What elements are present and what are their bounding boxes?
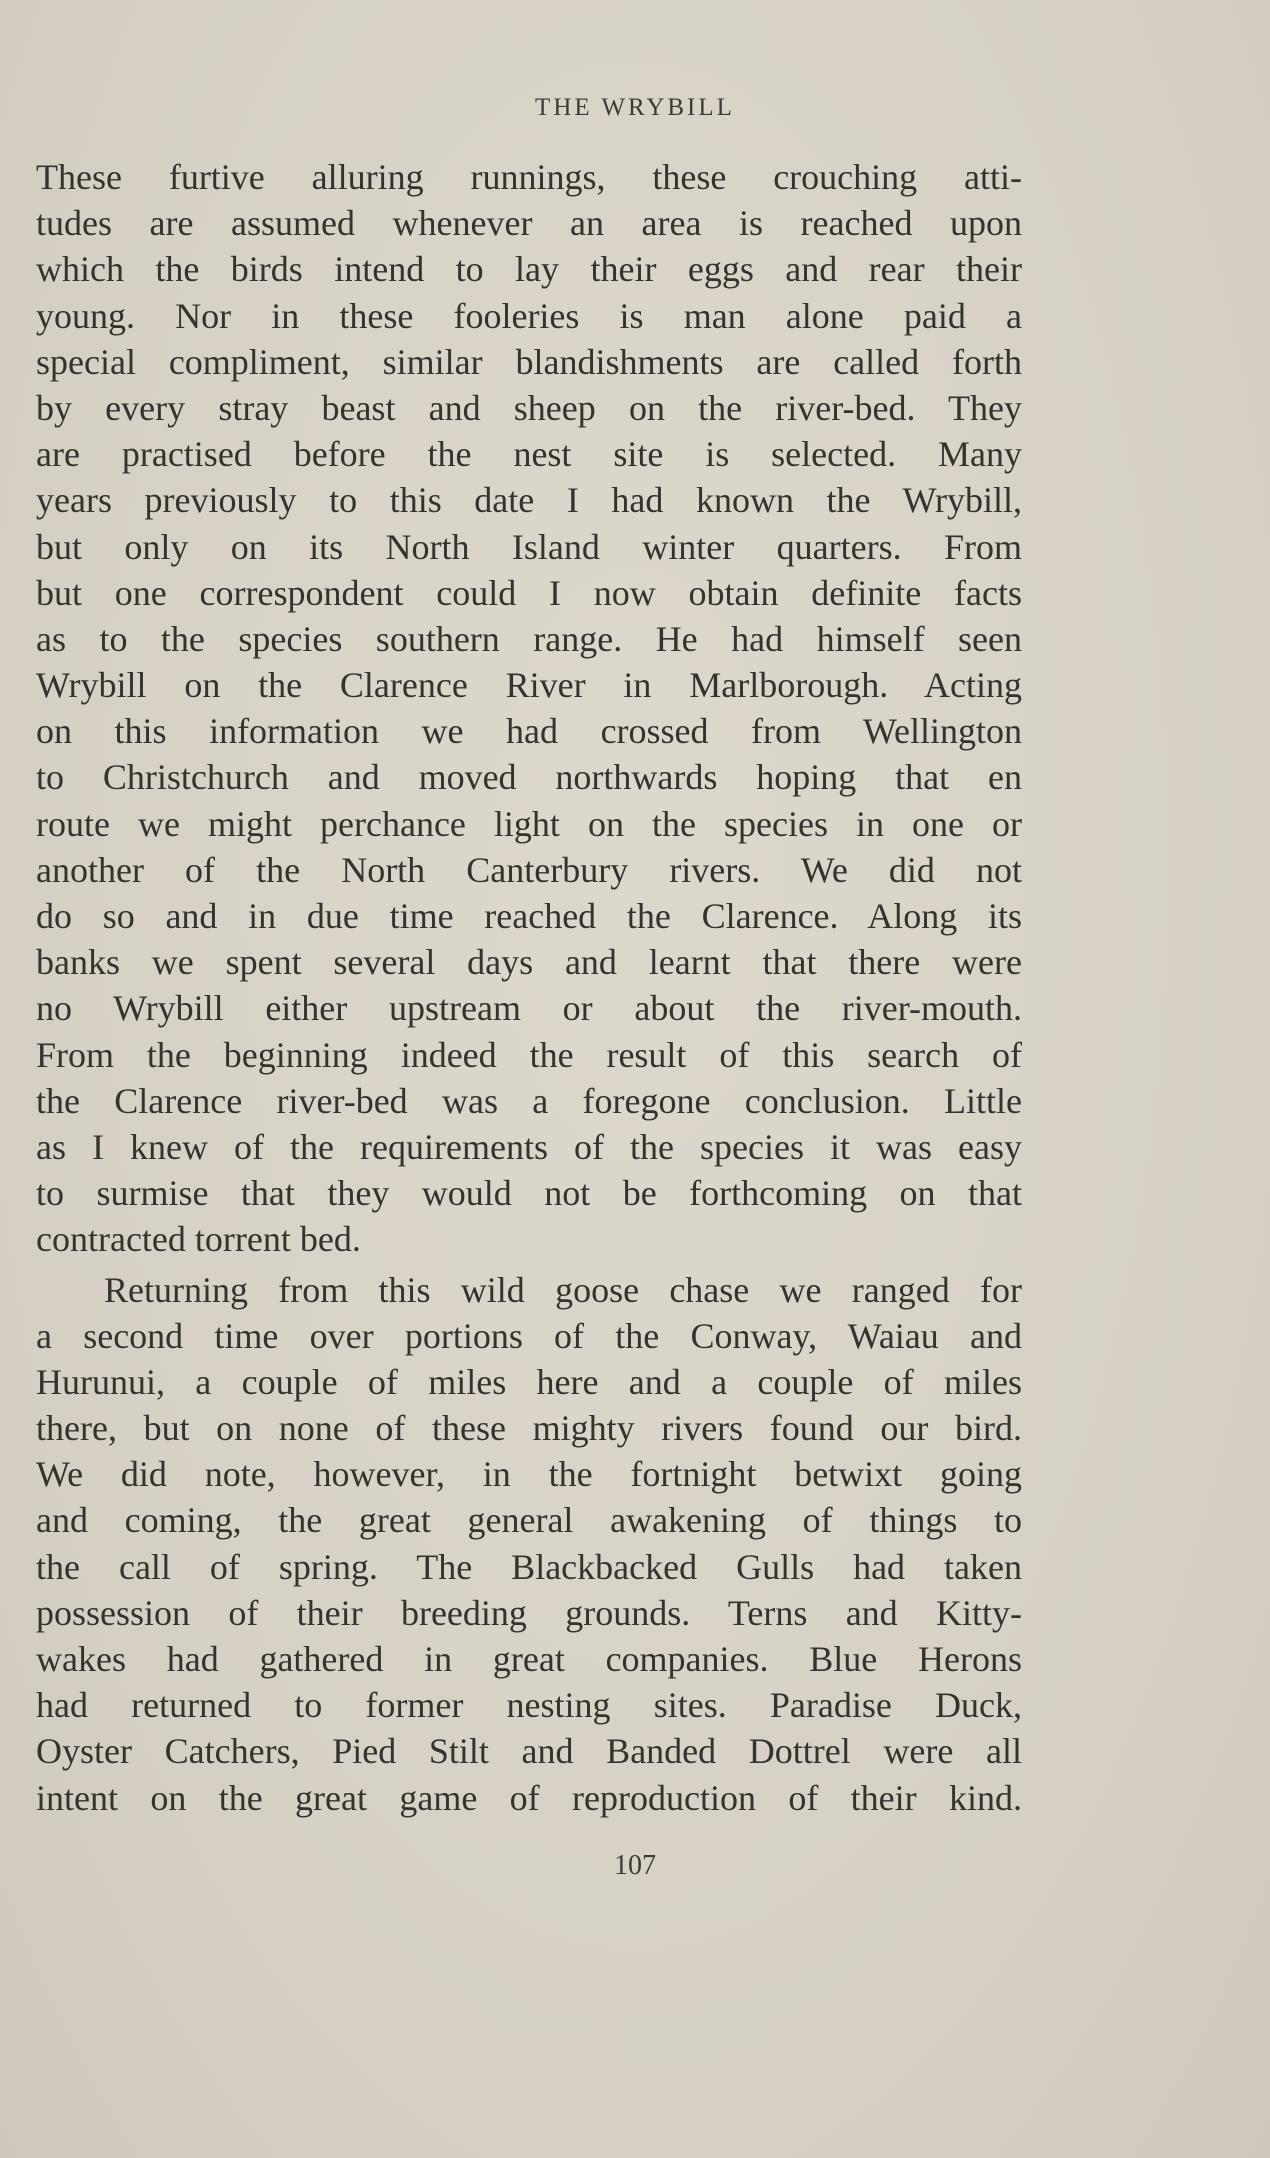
text-line: another of the North Canterbury rivers. We did not	[36, 849, 1022, 890]
text-line: special compliment, similar blandishments are called forth	[36, 341, 1022, 382]
text-line: young. Nor in these fooleries is man alone paid a	[36, 295, 1022, 336]
paragraph-1	[36, 154, 1022, 1263]
text-line: Wrybill on the Clarence River in Marlborough. Acting	[36, 665, 1022, 706]
text-line: years previously to this date I had known the Wrybill,	[36, 480, 1022, 521]
text-line: These furtive alluring runnings, these crouching atti-	[36, 157, 1022, 197]
text-line: contracted torrent bed.	[36, 1219, 361, 1260]
running-head: THE WRYBILL	[535, 94, 735, 121]
text-line: the Clarence river-bed was a foregone conclusion. Little	[36, 1080, 1022, 1121]
page-number: 107	[614, 1850, 656, 1881]
text-line: From the beginning indeed the result of this search of	[36, 1034, 1022, 1075]
paragraph-2	[36, 1267, 1022, 1821]
text-line: which the birds intend to lay their eggs and rear their	[36, 249, 1022, 290]
text-line: do so and in due time reached the Clarence. Along its	[36, 896, 1022, 936]
text-line: by every stray beast and sheep on the river-bed. They	[36, 387, 1022, 428]
text-line: Oyster Catchers, Pied Stilt and Banded Dottrel were all	[36, 1731, 1022, 1772]
text-line: possession of their breeding grounds. Terns and Kitty-	[36, 1592, 1022, 1633]
text-line: no Wrybill either upstream or about the river-mouth.	[36, 988, 1022, 1029]
text-line: Hurunui, a couple of miles here and a couple of miles	[36, 1361, 1022, 1402]
text-line: but one correspondent could I now obtain definite facts	[36, 572, 1022, 613]
text-line: are practised before the nest site is selected. Many	[36, 434, 1022, 475]
text-line: a second time over portions of the Conway, Waiau and	[36, 1315, 1022, 1356]
text-line: intent on the great game of reproduction of their kind.	[36, 1777, 1022, 1818]
text-line: tudes are assumed whenever an area is reached upon	[36, 203, 1022, 244]
text-line: there, but on none of these mighty rivers found our bird.	[36, 1408, 1022, 1449]
text-line: banks we spent several days and learnt that there were	[36, 942, 1022, 983]
text-line: We did note, however, in the fortnight betwixt going	[36, 1454, 1022, 1495]
text-line: and coming, the great general awakening of things to	[36, 1500, 1022, 1541]
text-line: as I knew of the requirements of the species it was easy	[36, 1126, 1022, 1167]
text-line: had returned to former nesting sites. Paradise Duck,	[36, 1685, 1022, 1726]
text-line: Returning from this wild goose chase we ranged for	[104, 1269, 1022, 1310]
text-line: the call of spring. The Blackbacked Gulls had taken	[36, 1546, 1022, 1587]
body-text	[36, 154, 1022, 1821]
text-line: to Christchurch and moved northwards hoping that en	[36, 757, 1022, 798]
text-line: but only on its North Island winter quarters. From	[36, 526, 1022, 567]
text-line: wakes had gathered in great companies. Blue Herons	[36, 1639, 1022, 1679]
text-line: as to the species southern range. He had himself seen	[36, 618, 1022, 659]
text-line: to surmise that they would not be forthcoming on that	[36, 1173, 1022, 1214]
text-line: route we might perchance light on the species in one or	[36, 803, 1022, 844]
text-line: on this information we had crossed from Wellington	[36, 711, 1022, 752]
